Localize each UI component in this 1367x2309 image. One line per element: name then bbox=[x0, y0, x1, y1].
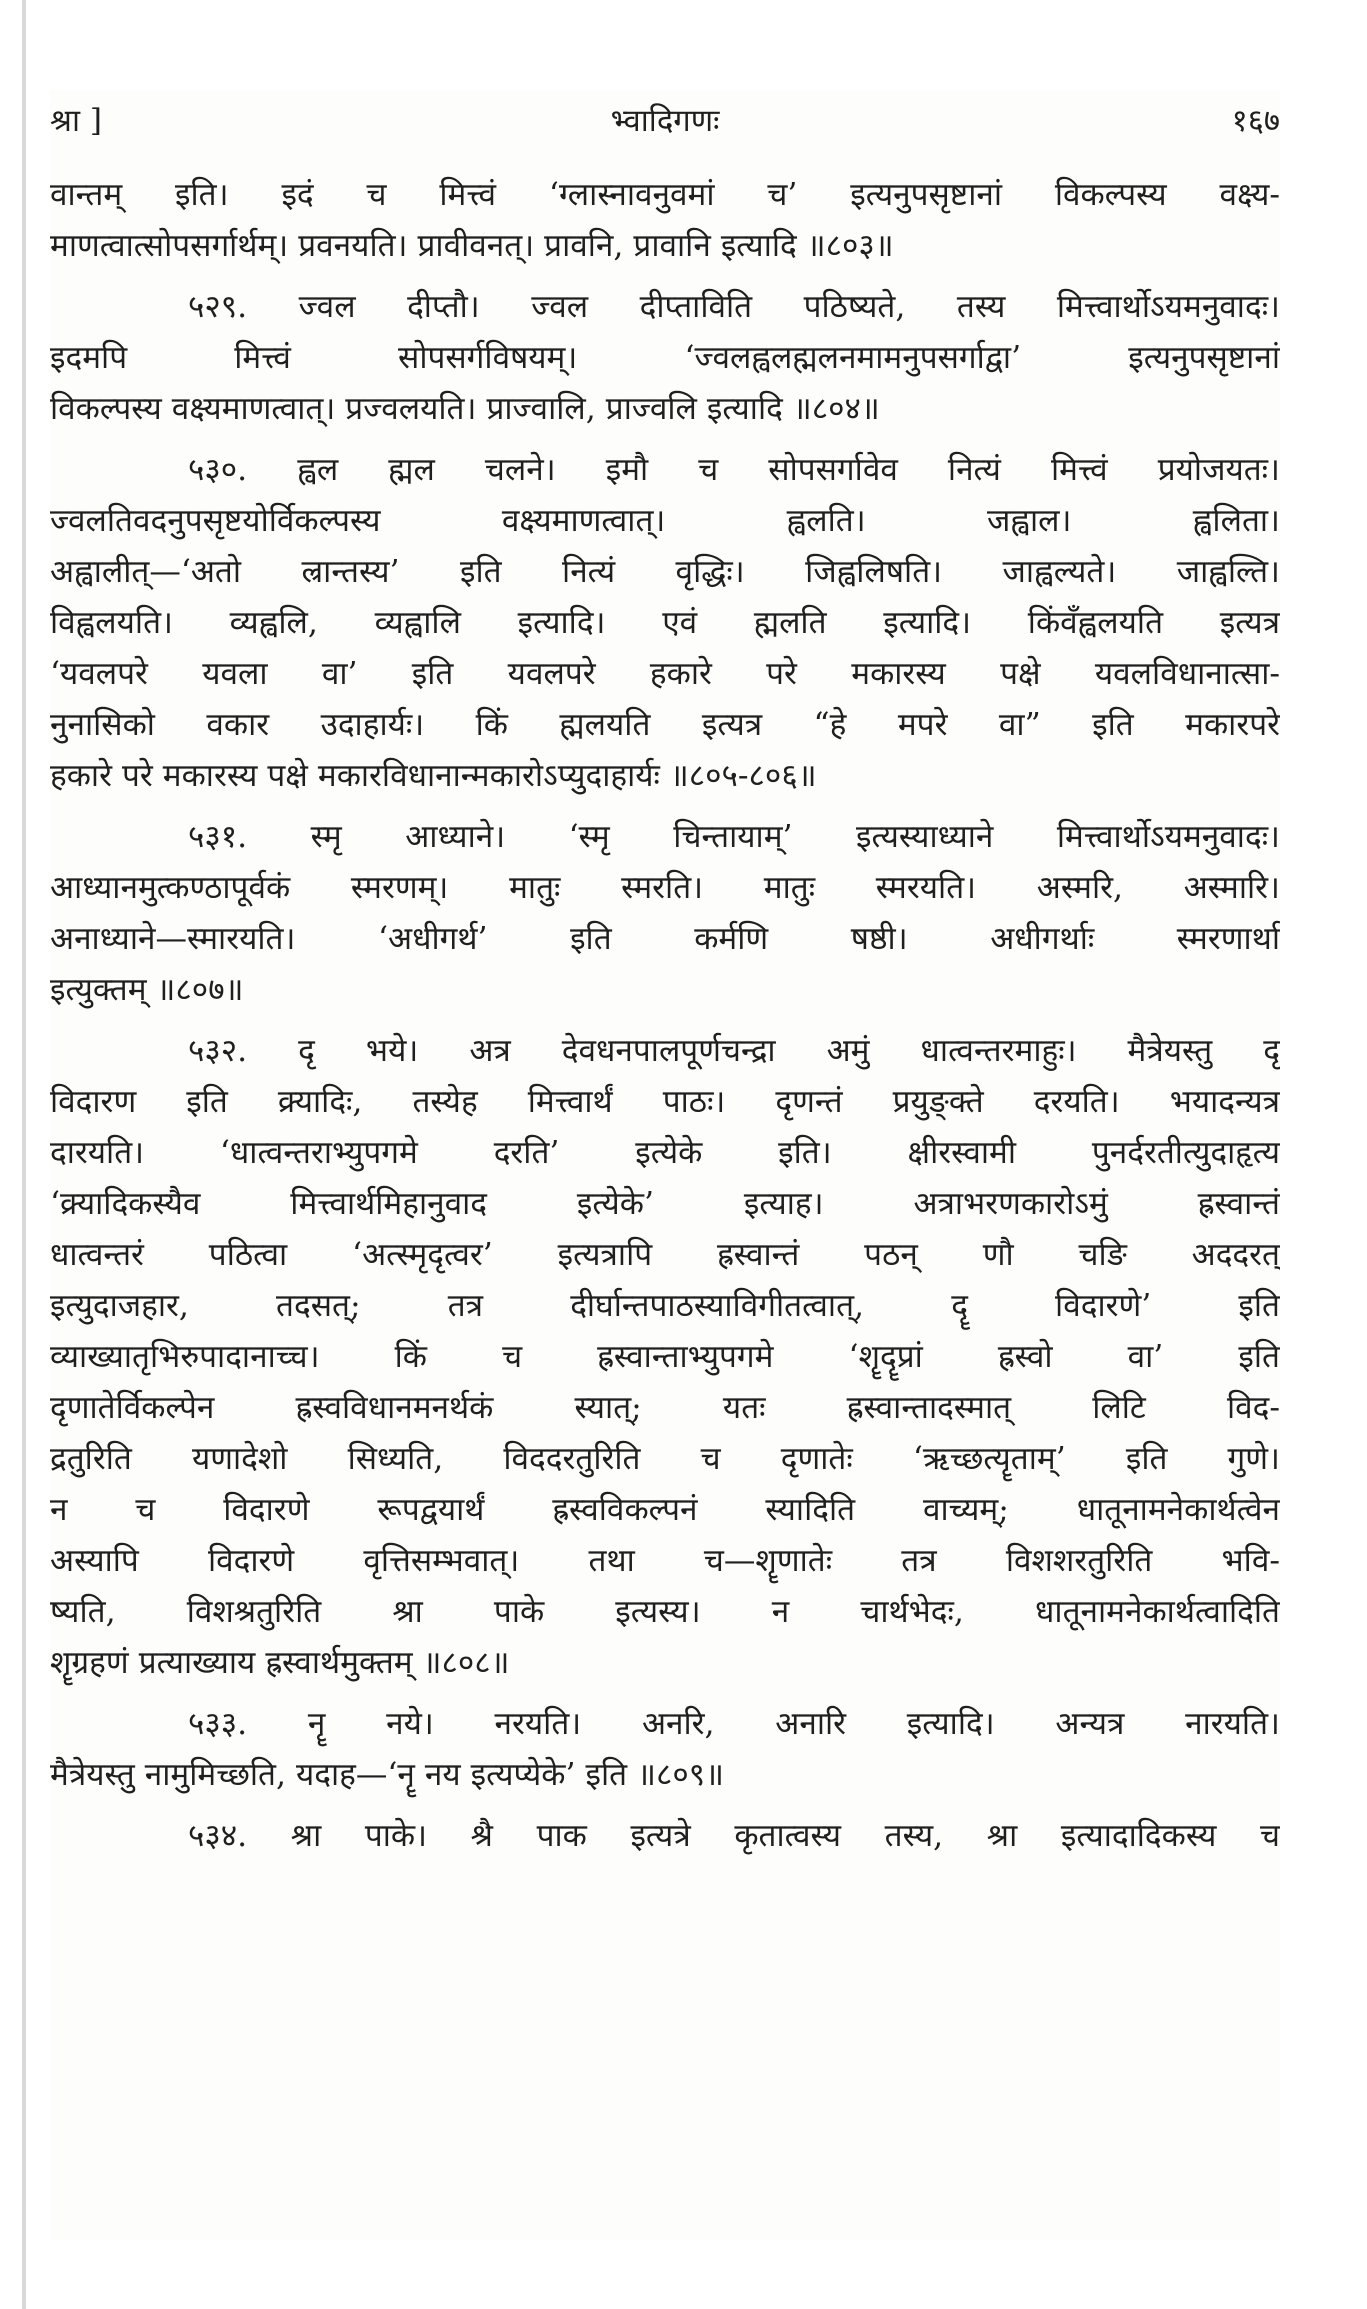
paragraph-1 bbox=[50, 170, 1280, 272]
text-line: ज्वलतिवदनुपसृष्टयोर्विकल्पस्य वक्ष्यमाणत्वात्। ह्वलति। जह्वाल। ह्वलिता। bbox=[50, 503, 1280, 539]
text-line: ५३०. ह्वल ह्मल चलने। इमौ च सोपसर्गावेव नित्यं मित्त्वं प्रयोजयतः। bbox=[188, 452, 1280, 488]
text-line: इदमपि मित्त्वं सोपसर्गविषयम्। ‘ज्वलह्वलह्मलनमामनुपसर्गाद्वा’ इत्यनुपसृष्टानां bbox=[50, 340, 1280, 376]
text-line: इत्युदाजहार, तदसत्; तत्र दीर्घान्तपाठस्याविगीतत्वात्, दॄ विदारणे’ इति bbox=[50, 1288, 1280, 1324]
paragraph-2 bbox=[50, 282, 1280, 435]
text-line: द्रतुरिति यणादेशो सिध्यति, विददरतुरिति च दृणातेः ‘ऋच्छत्यॄताम्’ इति गुणे। bbox=[50, 1441, 1280, 1477]
text-line: विह्वलयति। व्यह्वलि, व्यह्वालि इत्यादि। एवं ह्मलति इत्यादि। किंवँह्वलयति इत्यत्र bbox=[50, 605, 1280, 641]
text-line: धात्वन्तरं पठित्वा ‘अत्स्मृदृत्वर’ इत्यत्रापि ह्रस्वान्तं पठन् णौ चङि अददरत् bbox=[50, 1237, 1280, 1273]
text-line: आध्यानमुत्कण्ठापूर्वकं स्मरणम्। मातुः स्मरति। मातुः स्मरयति। अस्मरि, अस्मारि। bbox=[50, 870, 1280, 906]
text-line: ष्यति, विशश्रतुरिति श्रा पाके इत्यस्य। न चार्थभेदः, धातूनामनेकार्थत्वादिति bbox=[50, 1594, 1280, 1630]
page-header bbox=[50, 90, 1280, 152]
paragraph-gap bbox=[50, 1801, 1280, 1811]
text-line: माणत्वात्सोपसर्गार्थम्। प्रवनयति। प्रावीवनत्। प्रावनि, प्रावानि इत्यादि ॥८०३॥ bbox=[50, 228, 894, 264]
book-page bbox=[50, 90, 1280, 2240]
text-line: विदारण इति क्र्यादिः, तस्येह मित्त्वार्थं पाठः। दृणन्तं प्रयुङ्क्ते दरयति। भयादन्यत्र bbox=[50, 1084, 1280, 1120]
main-text bbox=[50, 170, 1280, 1862]
header-title: भ्वादिगणः bbox=[610, 103, 720, 139]
paragraph-4 bbox=[50, 812, 1280, 1016]
page-edge-rule bbox=[22, 0, 26, 2309]
text-line: न च विदारणे रूपद्वयार्थं ह्रस्वविकल्पनं स्यादिति वाच्यम्; धातूनामनेकार्थत्वेन bbox=[50, 1492, 1280, 1528]
text-line: अस्यापि विदारणे वृत्तिसम्भवात्। तथा च—शॄणातेः तत्र विशशरतुरिति भवि- bbox=[50, 1543, 1280, 1579]
paragraph-gap bbox=[50, 272, 1280, 282]
text-line: ५३२. दृ भये। अत्र देवधनपालपूर्णचन्द्रा अमुं धात्वन्तरमाहुः। मैत्रेयस्तु दृ bbox=[188, 1033, 1280, 1069]
text-line: ५२९. ज्वल दीप्तौ। ज्वल दीप्ताविति पठिष्यते, तस्य मित्त्वार्थोऽयमनुवादः। bbox=[188, 289, 1280, 325]
text-line: अनाध्याने—स्मारयति। ‘अधीगर्थ’ इति कर्मणि षष्ठी। अधीगर्थाः स्मरणार्था bbox=[50, 921, 1280, 957]
text-line: दारयति। ‘धात्वन्तराभ्युपगमे दरति’ इत्येके इति। क्षीरस्वामी पुनर्दरतीत्युदाहृत्य bbox=[50, 1135, 1280, 1171]
paragraph-gap bbox=[50, 435, 1280, 445]
text-line: ‘क्र्यादिकस्यैव मित्त्वार्थमिहानुवाद इत्येके’ इत्याह। अत्राभरणकारोऽमुं ह्रस्वान्तं bbox=[50, 1186, 1280, 1222]
text-line: इत्युक्तम् ॥८०७॥ bbox=[50, 972, 244, 1008]
text-line: ‘यवलपरे यवला वा’ इति यवलपरे हकारे परे मकारस्य पक्षे यवलविधानात्सा- bbox=[50, 656, 1280, 692]
page-number: १६७ bbox=[1231, 103, 1280, 139]
text-line: हकारे परे मकारस्य पक्षे मकारविधानान्मकारोऽप्युदाहार्यः ॥८०५-८०६॥ bbox=[50, 758, 817, 794]
text-line: नुनासिको वकार उदाहार्यः। किं ह्मलयति इत्यत्र “हे मपरे वा” इति मकारपरे bbox=[50, 707, 1280, 743]
header-section-marker: श्रा ] bbox=[50, 103, 102, 139]
text-line: व्याख्यातृभिरुपादानाच्च। किं च ह्रस्वान्ताभ्युपगमे ‘शॄदॄप्रां ह्रस्वो वा’ इति bbox=[50, 1339, 1280, 1375]
text-line: ५३१. स्मृ आध्याने। ‘स्मृ चिन्तायाम्’ इत्यस्याध्याने मित्त्वार्थोऽयमनुवादः। bbox=[188, 819, 1280, 855]
text-line: ५३४. श्रा पाके। श्रै पाक इत्यत्रे कृतात्वस्य तस्य, श्रा इत्यादादिकस्य च bbox=[188, 1818, 1280, 1854]
text-line: विकल्पस्य वक्ष्यमाणत्वात्। प्रज्वलयति। प्राज्वालि, प्राज्वलि इत्यादि ॥८०४॥ bbox=[50, 391, 880, 427]
text-line: ५३३. नॄ नये। नरयति। अनरि, अनारि इत्यादि। अन्यत्र नारयति। bbox=[188, 1706, 1280, 1742]
paragraph-3 bbox=[50, 445, 1280, 802]
text-line: अह्वालीत्—‘अतो ल्रान्तस्य’ इति नित्यं वृद्धिः। जिह्वलिषति। जाह्वल्यते। जाह्वल्ति। bbox=[50, 554, 1280, 590]
paragraph-5 bbox=[50, 1026, 1280, 1689]
paragraph-6 bbox=[50, 1699, 1280, 1801]
text-line: दृणातेर्विकल्पेन ह्रस्वविधानमनर्थकं स्यात्; यतः ह्रस्वान्तादस्मात् लिटि विद- bbox=[50, 1390, 1280, 1426]
text-line: मैत्रेयस्तु नामुमिच्छति, यदाह—‘नॄ नय इत्यप्येके’ इति ॥८०९॥ bbox=[50, 1757, 724, 1793]
paragraph-gap bbox=[50, 802, 1280, 812]
paragraph-gap bbox=[50, 1689, 1280, 1699]
text-line: वान्तम् इति। इदं च मित्त्वं ‘ग्लास्नावनुवमां च’ इत्यनुपसृष्टानां विकल्पस्य वक्ष्य- bbox=[50, 177, 1280, 213]
text-line: शॄग्रहणं प्रत्याख्याय ह्रस्वार्थमुक्तम् ॥८०८॥ bbox=[50, 1645, 510, 1681]
paragraph-gap bbox=[50, 1016, 1280, 1026]
paragraph-7 bbox=[50, 1811, 1280, 1862]
